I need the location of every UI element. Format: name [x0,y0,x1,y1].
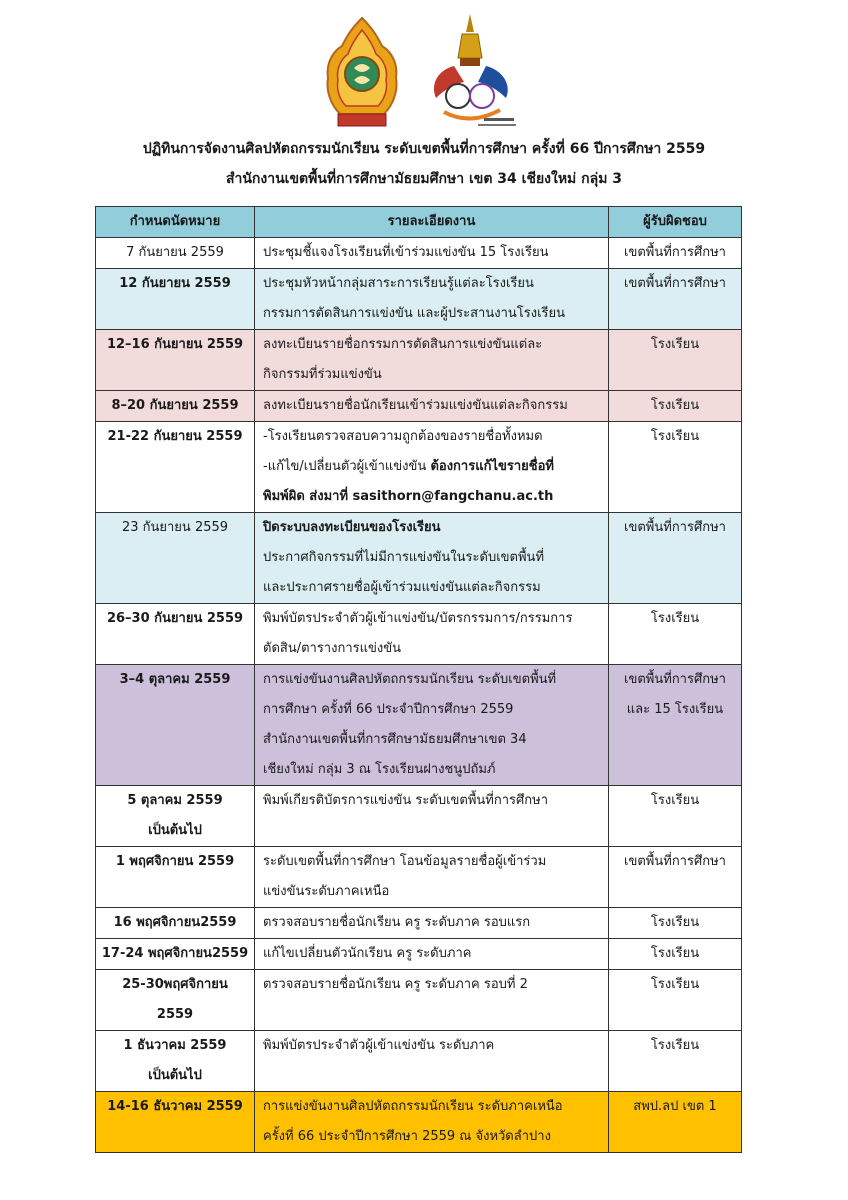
details-cell: ปิดระบบลงทะเบียนของโรงเรียน ประกาศกิจกรรมที่ไม่มีการแข่งขันในระดับเขตพื้นที่ และประกาศรายชื่อผู้เข้าร่วมแข่งขันแต่ละกิจกรรม [255,513,609,604]
date-cell: 21-22 กันยายน 2559 [96,422,255,513]
details-cell: การแข่งขันงานศิลปหัตถกรรมนักเรียน ระดับภาคเหนือ ครั้งที่ 66 ประจำปีการศึกษา 2559 ณ จังหวัดลำปาง [255,1092,609,1153]
responsible-cell: โรงเรียน [609,391,742,422]
table-row [96,391,742,422]
document-title: ปฏิทินการจัดงานศิลปหัตถกรรมนักเรียน ระดับเขตพื้นที่การศึกษา ครั้งที่ 66 ปีการศึกษา 2559 [142,141,706,157]
responsible-cell: โรงเรียน [609,908,742,939]
details-cell: -โรงเรียนตรวจสอบความถูกต้องของรายชื่อทั้งหมด -แก้ไข/เปลี่ยนตัวผู้เข้าแข่งขัน ต้องการแก้ไขรายชื่อที่ พิมพ์ผิด ส่งมาที่ sasithorn@fangchanu.ac.th [255,422,609,513]
responsible-cell: เขตพื้นที่การศึกษา [609,269,742,330]
date-cell: 3–4 ตุลาคม 2559 [96,665,255,786]
table-row [96,330,742,391]
header-date: กำหนดนัดหมาย [96,207,255,238]
correction-email-line: พิมพ์ผิด ส่งมาที่ sasithorn@fangchanu.ac.th [263,489,554,504]
date-cell: 17-24 พฤศจิกายน2559 [96,939,255,970]
date-cell: 12 กันยายน 2559 [96,269,255,330]
responsible-cell: โรงเรียน [609,786,742,847]
schedule-table [95,206,742,1153]
date-cell: 16 พฤศจิกายน2559 [96,908,255,939]
table-row [96,970,742,1031]
obec-emblem-logo [320,16,404,130]
logo-area [0,14,848,132]
table-row [96,786,742,847]
table-row [96,908,742,939]
responsible-cell: เขตพื้นที่การศึกษา และ 15 โรงเรียน [609,665,742,786]
table-row [96,1092,742,1153]
table-row [96,939,742,970]
date-cell: 26–30 กันยายน 2559 [96,604,255,665]
date-cell: 7 กันยายน 2559 [96,238,255,269]
details-cell: ระดับเขตพื้นที่การศึกษา โอนข้อมูลรายชื่อผู้เข้าร่วม แข่งขันระดับภาคเหนือ [255,847,609,908]
details-cell: ประชุมชี้แจงโรงเรียนที่เข้าร่วมแข่งขัน 15 โรงเรียน [255,238,609,269]
header-responsible: ผู้รับผิดชอบ [609,207,742,238]
table-row [96,847,742,908]
details-cell: ลงทะเบียนรายชื่อกรรมการตัดสินการแข่งขันแต่ละ กิจกรรมที่ร่วมแข่งขัน [255,330,609,391]
correction-note: ต้องการแก้ไขรายชื่อที่ [430,459,554,474]
responsible-cell: เขตพื้นที่การศึกษา [609,847,742,908]
details-cell: พิมพ์บัตรประจำตัวผู้เข้าแข่งขัน ระดับภาค [255,1031,609,1092]
responsible-cell: เขตพื้นที่การศึกษา [609,513,742,604]
date-cell: 25-30พฤศจิกายน 2559 [96,970,255,1031]
date-cell: 14-16 ธันวาคม 2559 [96,1092,255,1153]
responsible-cell: โรงเรียน [609,939,742,970]
details-cell: การแข่งขันงานศิลปหัตถกรรมนักเรียน ระดับเขตพื้นที่ การศึกษา ครั้งที่ 66 ประจำปีการศึกษา 2559 สำนักงานเขตพื้นที่การศึกษามัธยมศึกษาเขต 34 เชียงใหม่ กลุ่ม 3 ณ โรงเรียนฝางชนูปถัมภ์ [255,665,609,786]
details-cell: พิมพ์เกียรติบัตรการแข่งขัน ระดับเขตพื้นที่การศึกษา [255,786,609,847]
details-cell: ตรวจสอบรายชื่อนักเรียน ครู ระดับภาค รอบแรก [255,908,609,939]
responsible-cell: โรงเรียน [609,970,742,1031]
responsible-cell: โรงเรียน [609,422,742,513]
responsible-cell: เขตพื้นที่การศึกษา [609,238,742,269]
details-cell: ประชุมหัวหน้ากลุ่มสาระการเรียนรู้แต่ละโรงเรียน กรรมการตัดสินการแข่งขัน และผู้ประสานงานโรงเรียน [255,269,609,330]
date-cell: 8–20 กันยายน 2559 [96,391,255,422]
date-cell: 1 ธันวาคม 2559 เป็นต้นไป [96,1031,255,1092]
responsible-cell: สพป.ลป เขต 1 [609,1092,742,1153]
details-cell: แก้ไขเปลี่ยนตัวนักเรียน ครู ระดับภาค [255,939,609,970]
date-cell: 5 ตุลาคม 2559 เป็นต้นไป [96,786,255,847]
table-row [96,604,742,665]
details-cell: พิมพ์บัตรประจำตัวผู้เข้าแข่งขัน/บัตรกรรมการ/กรรมการ ตัดสิน/ตารางการแข่งขัน [255,604,609,665]
table-header-row [96,207,742,238]
details-cell: ลงทะเบียนรายชื่อนักเรียนเข้าร่วมแข่งขันแต่ละกิจกรรม [255,391,609,422]
table-row [96,665,742,786]
table-row [96,513,742,604]
date-cell: 12–16 กันยายน 2559 [96,330,255,391]
date-cell: 23 กันยายน 2559 [96,513,255,604]
document-subtitle: สำนักงานเขตพื้นที่การศึกษามัธยมศึกษา เขต 34 เชียงใหม่ กลุ่ม 3 [225,171,623,187]
responsible-cell: โรงเรียน [609,330,742,391]
responsible-cell: โรงเรียน [609,1031,742,1092]
details-cell: ตรวจสอบรายชื่อนักเรียน ครู ระดับภาค รอบที่ 2 [255,970,609,1031]
competition-emblem-logo [424,14,520,132]
date-cell: 1 พฤศจิกายน 2559 [96,847,255,908]
table-row [96,238,742,269]
responsible-cell: โรงเรียน [609,604,742,665]
table-row [96,422,742,513]
table-row [96,269,742,330]
header-details: รายละเอียดงาน [255,207,609,238]
table-row [96,1031,742,1092]
